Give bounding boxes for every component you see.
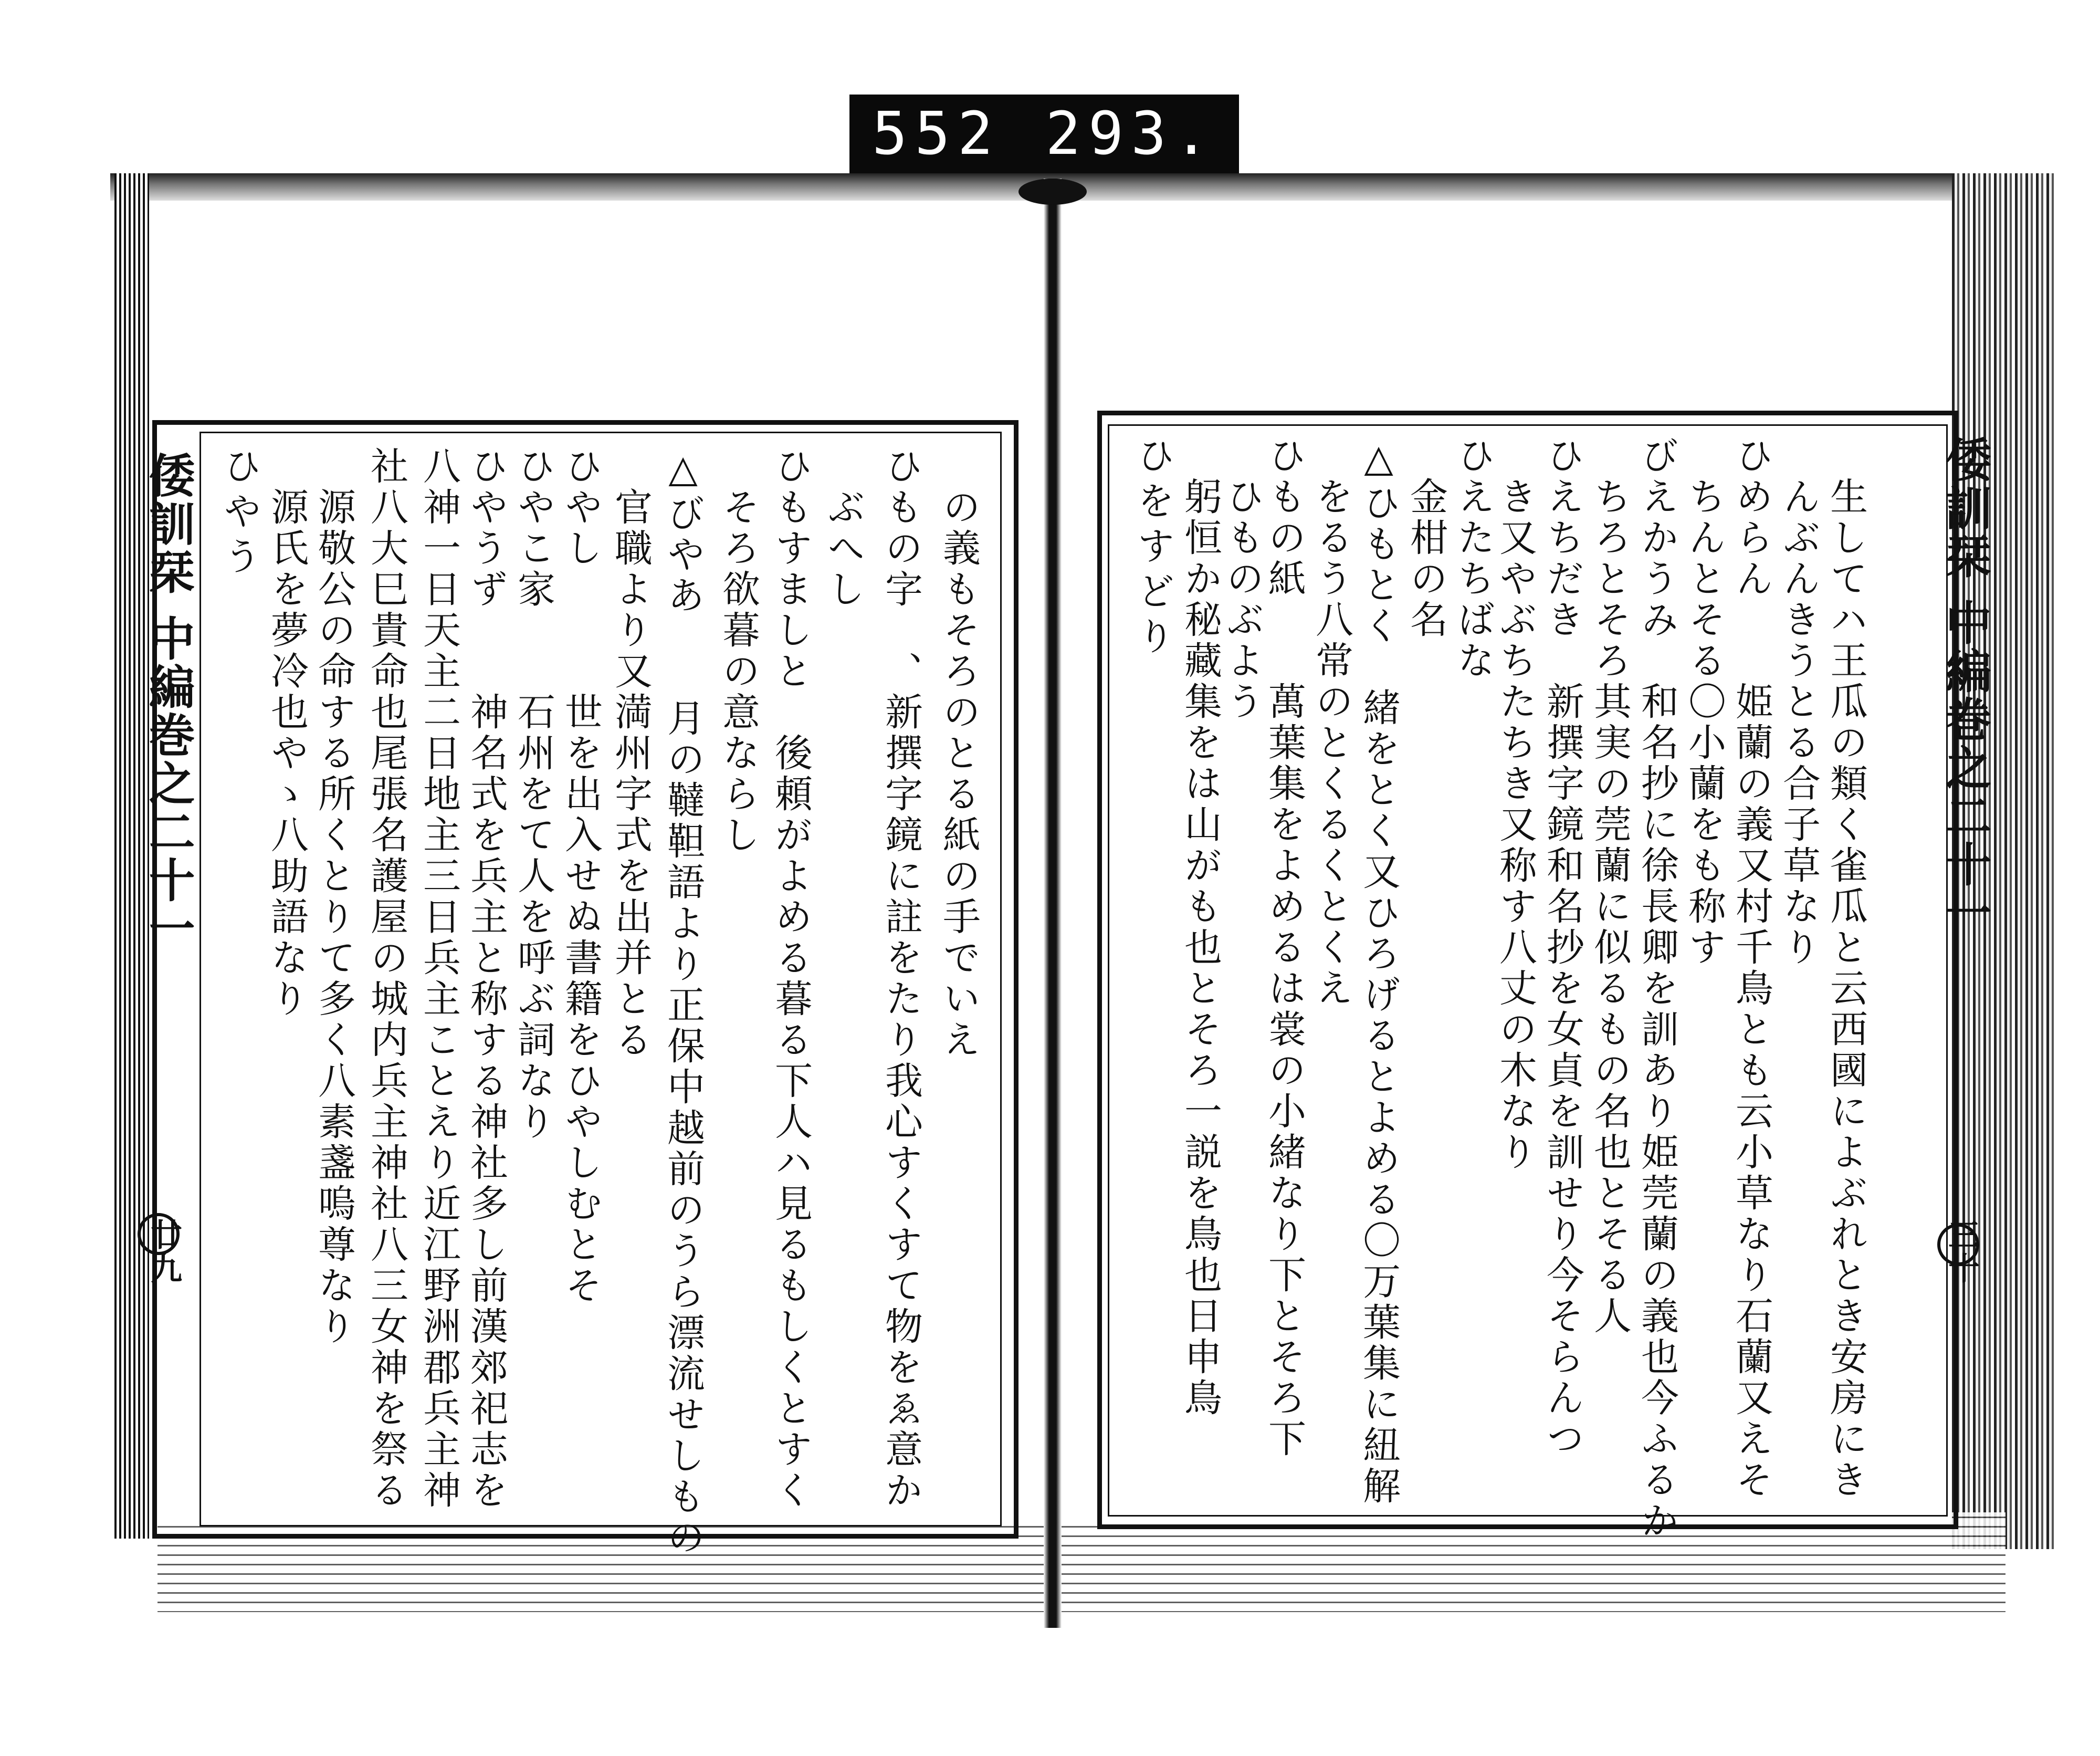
right-column-10: ひえちだき 新撰字鏡和名抄を女貞を訓せり今そらんつ: [1540, 436, 1584, 1460]
book-binding: [1044, 179, 1062, 1628]
right-column-8: ひえたちばな: [1451, 436, 1495, 682]
right-column-12: びえかうみ 和名抄に徐長卿を訓あり姫莞蘭の義也今ふるか: [1635, 436, 1679, 1542]
right-page-number: 三十: [1943, 1218, 1980, 1285]
right-column-15: んぶんきうとる合子草なり: [1777, 436, 1821, 968]
right-column-4: ひもの紙 萬葉集をよめるは裳の小緒なり下とそろ下: [1262, 436, 1306, 1460]
frame-number: 293.: [1045, 100, 1216, 168]
left-column-12: ひもすましと 後頼がよめる暮る下人ハ見るもしくとすく: [769, 446, 813, 1511]
left-column-1: ひやう: [217, 446, 261, 582]
left-column-4: 社八大巳貴命也尾張名護屋の城内兵主神社八三女神を祭る: [364, 446, 408, 1511]
left-column-5: 八神一日天主二日地主三日兵主ことえり近江野洲郡兵主神: [417, 446, 461, 1511]
right-column-2: 躬恒か秘藏集をは山がも也とそろ一説を鳥也日申鳥: [1178, 436, 1222, 1419]
right-page-margin-title: 倭訓栞 中編巻之二十一: [1938, 436, 1993, 937]
right-column-5: をるう八常のとくるくとくえ: [1309, 436, 1353, 1009]
left-column-7: ひやこ家 石州をて人を呼ぶ詞なり: [511, 446, 555, 1143]
left-column-6: ひやうず 神名式を兵主と称する神社多し前漢郊祀志を: [464, 446, 508, 1511]
right-column-7: 金柑の名: [1404, 436, 1448, 641]
left-column-10: △びやあ 月の韃靼語より正保中越前のうら漂流せしもの: [661, 446, 705, 1559]
right-column-13: ちんとそる〇小蘭をも称す: [1682, 436, 1726, 968]
right-column-14: ひめらん 姫蘭の義又村千鳥とも云小草なり石蘭又えそ: [1729, 436, 1773, 1501]
left-page-number: 廿九: [145, 1218, 182, 1285]
left-column-15: の義もそろのとる紙の手でいえ: [937, 446, 981, 1061]
reel-number: 552: [872, 100, 1001, 168]
right-column-11: ちろとそろ其実の莞蘭に似るもの名也とそる人: [1588, 436, 1632, 1337]
left-column-11: そろ欲暮の意ならし: [716, 446, 760, 856]
frame-number-label: [849, 95, 1239, 173]
left-column-14: ひもの字 、新撰字鏡に註をたり我心すくすて物をゑ意か: [879, 446, 923, 1511]
binding-knot: [1018, 179, 1087, 205]
right-column-6: △ひもとく 緒をとく又ひろげるとよめる〇万葉集に紐解: [1357, 436, 1401, 1507]
right-column-16: 生してハ王瓜の類く雀瓜と云西國によぶれとき安房にき: [1824, 436, 1868, 1501]
left-column-3: 源敬公の命する所くとりて多く八素盞嗚尊なり: [312, 446, 356, 1347]
left-page-margin-title: 倭訓栞 中編巻之二十一: [141, 452, 196, 953]
left-column-9: 官職より又満州字式を出并とる: [608, 446, 653, 1061]
left-column-13: ぶへし: [821, 446, 865, 610]
left-column-8: ひやし 世を出入せぬ書籍をひやしむとそ: [559, 446, 603, 1306]
right-column-9: き又やぶちたちき又称す八丈の木なり: [1493, 436, 1537, 1173]
right-column-1: ひをすどり: [1131, 436, 1175, 662]
right-column-3: ひものぶよう: [1220, 436, 1264, 723]
left-column-2: 源氏を夢冷也やゝ八助語なり: [265, 446, 309, 1020]
